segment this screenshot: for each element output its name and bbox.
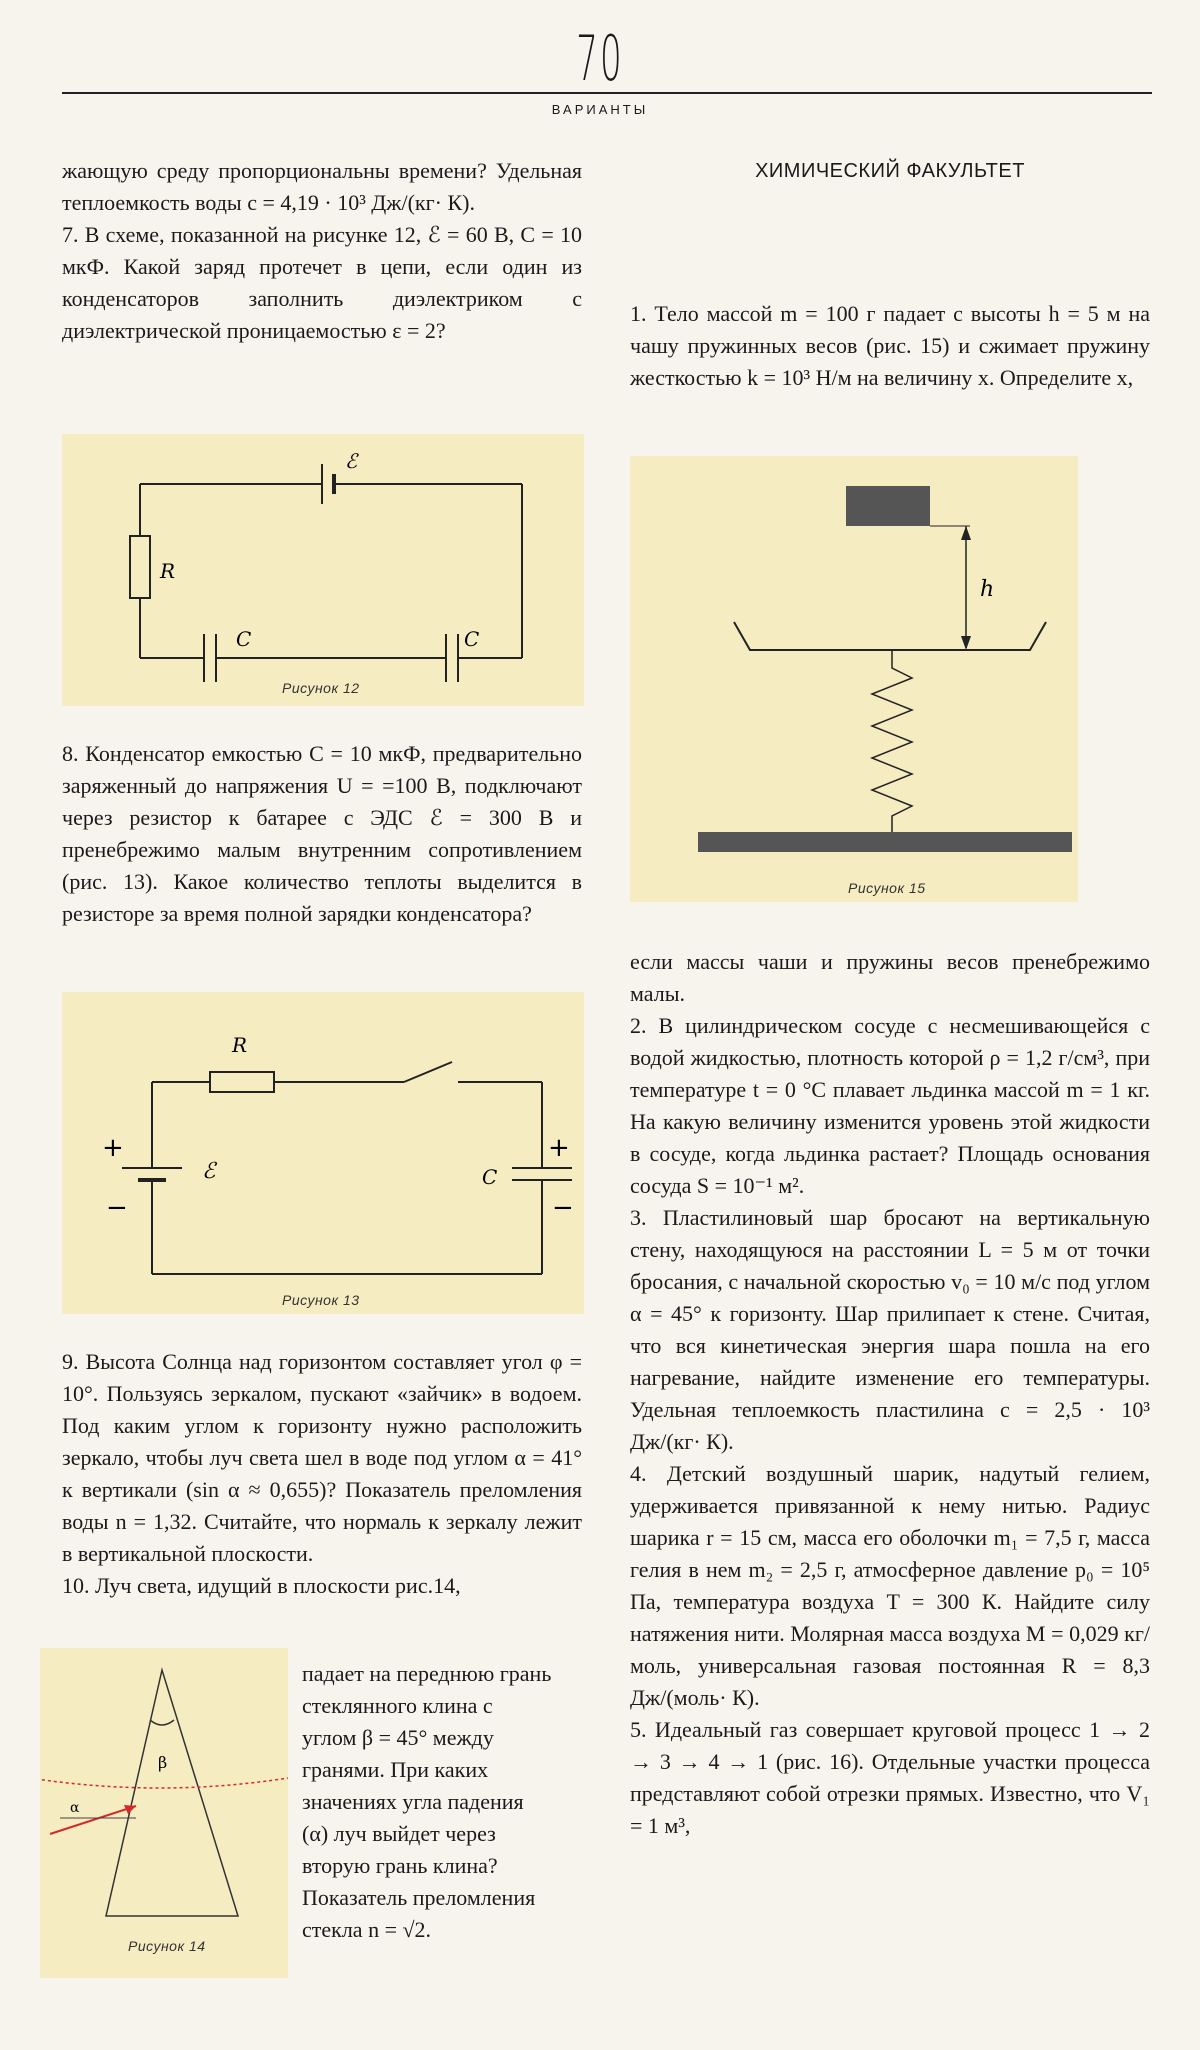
plus-right-13: + (548, 1133, 570, 1163)
label-h-15: h (980, 577, 995, 602)
label-emf-12: ℰ (345, 449, 358, 473)
minus-right-13: − (552, 1193, 574, 1223)
figure-14 (40, 1648, 288, 1978)
switch-lever (404, 1062, 452, 1082)
figure-12 (62, 434, 584, 706)
spring-scale-15-diagram (630, 456, 1078, 902)
label-c1-12: C (236, 627, 252, 651)
height-arrow-top-head (961, 526, 971, 540)
problem-2: 2. В цилиндрическом сосуде с несмешивающейся с водой жидкостью, плотность которой ρ = 1,2 г/см³, при температуре t = 0 °C плавает льдинка массой m = 1 кг. На какую величину изменится уровень этой жидкости в сосуде, когда льдинка растает? Площадь основания сосуда S = 10⁻¹ м². (630, 1013, 1150, 1198)
problem-1-part-1: 1. Тело массой m = 100 г падает с высоты h = 5 м на чашу пружинных весов (рис. 15) и сжимает пружину жесткостью k = 10³ Н/м на величину x. Определите x, (630, 301, 1150, 390)
caption-figure-13: Рисунок 13 (282, 1292, 360, 1308)
problem-10-first-line: 10. Луч света, идущий в плоскости рис.14, (62, 1573, 461, 1598)
intro-continuation-block (62, 155, 582, 347)
problem-7: 7. В схеме, показанной на рисунке 12, ℰ = 60 В, C = 10 мкФ. Какой заряд протечет в цепи, если один из конденсаторов заполнить диэлектриком с диэлектрической проницаемостью ε = 2? (62, 222, 582, 343)
falling-body (846, 486, 930, 526)
spring (872, 650, 912, 832)
intro-continuation: жающую среду пропорциональны времени? Удельная теплоемкость воды c = 4,19 · 10³ Дж/(кг· К). (62, 158, 582, 215)
incident-ray (50, 1806, 136, 1834)
prism-14-diagram (40, 1648, 288, 1978)
page-number: 70 (576, 22, 624, 95)
floor-base (698, 832, 1072, 852)
resistor-r (130, 536, 150, 598)
glass-wedge (106, 1670, 238, 1916)
figure-13 (62, 992, 584, 1314)
problem-8: 8. Конденсатор емкостью C = 10 мкФ, предварительно заряженный до напряжения U = =100 В, подключают через резистор к батарее с ЭДС ℰ = 300 В и пренебрежимо малым внутренним сопротивлением (рис. 13). Какое количество теплоты выделится в резисторе за время полной зарядки конденсатора? (62, 741, 582, 926)
label-emf-13: ℰ (202, 1159, 216, 1184)
problem-9-block (62, 1346, 582, 1602)
label-alpha-14: α (70, 1800, 80, 1816)
section-title: ХИМИЧЕСКИЙ ФАКУЛЬТЕТ (755, 160, 1025, 182)
running-head: ВАРИАНТЫ (551, 102, 649, 117)
problems-2-5-block (630, 946, 1150, 1842)
problem-9: 9. Высота Солнца над горизонтом составляет угол φ = 10°. Пользуясь зеркалом, пускают «зайчик» в водоем. Под каким углом к горизонту нужно расположить зеркало, чтобы луч света шел в воде под углом α = 41° к вертикали (sin α ≈ 0,655)? Показатель преломления воды n = 1,32. Считайте, что нормаль к зеркалу лежит в вертикальной плоскости. (62, 1349, 582, 1566)
height-arrow-bottom-head (961, 636, 971, 650)
scale-pan (734, 622, 1046, 650)
problem-10-wrap-block (302, 1658, 552, 1946)
label-beta-14: β (158, 1753, 168, 1772)
problem-10-rest: падает на переднюю грань стеклянного клина с углом β = 45° между гранями. При каких значениях угла падения (α) луч выйдет через вторую грань клина? Показатель преломления стекла n = √2. (302, 1661, 552, 1942)
caption-figure-12: Рисунок 12 (282, 680, 360, 696)
problem-1-block (630, 298, 1150, 394)
problem-8-block (62, 738, 582, 930)
problem-5: 5. Идеальный газ совершает круговой процесс 1 → 2 → 3 → 4 → 1 (рис. 16). Отдельные участки процесса представляют собой отрезки прямых. Известно, что V₁ = 1 м³, (630, 1717, 1150, 1838)
circuit-12-diagram (62, 434, 584, 706)
problem-1-part-2: если массы чаши и пружины весов пренебрежимо малы. (630, 949, 1150, 1006)
caption-figure-14: Рисунок 14 (128, 1938, 206, 1954)
label-c-13: C (482, 1165, 498, 1189)
figure-15 (630, 456, 1078, 902)
minus-left-13: − (106, 1193, 128, 1223)
label-c2-12: C (464, 627, 480, 651)
header-rule (62, 92, 1152, 94)
label-r-12: R (160, 559, 176, 583)
plus-left-13: + (102, 1133, 124, 1163)
caption-figure-15: Рисунок 15 (848, 880, 926, 896)
resistor-13 (210, 1072, 274, 1092)
problem-3: 3. Пластилиновый шар бросают на вертикальную стену, находящуюся на расстоянии L = 5 м от точки бросания, с начальной скоростью v₀ = 10 м/с под углом α = 45° к горизонту. Шар прилипает к стене. Считая, что вся кинетическая энергия шара пошла на его нагревание, найдите изменение его температуры. Удельная теплоемкость пластилина c = 2,5 · 10³ Дж/(кг· К). (630, 1205, 1150, 1454)
label-r-13: R (232, 1033, 248, 1057)
circuit-13-diagram (62, 992, 584, 1314)
problem-4: 4. Детский воздушный шарик, надутый гелием, удерживается привязанной к нему нитью. Радиус шарика r = 15 см, масса его оболочки m₁ = 7,5 г, масса гелия в нем m₂ = 2,5 г, атмосферное давление p₀ = 10⁵ Па, температура воздуха T = 300 К. Найдите силу натяжения нити. Молярная масса воздуха M = 0,029 кг/моль, универсальная газовая постоянная R = 8,3 Дж/(моль· К). (630, 1461, 1150, 1710)
